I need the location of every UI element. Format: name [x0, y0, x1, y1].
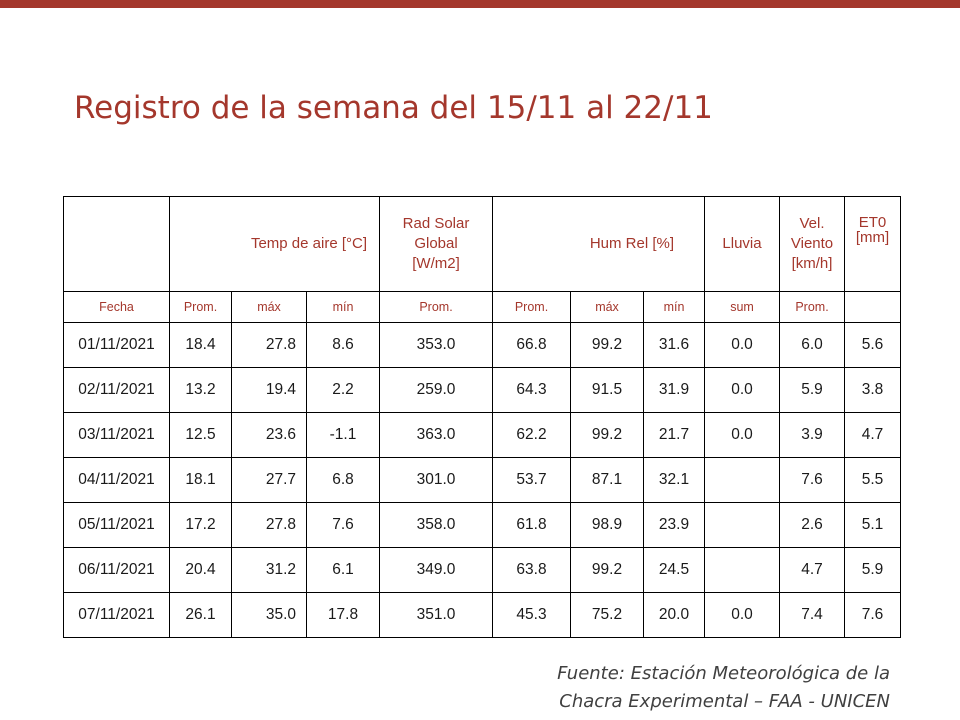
value-cell: 75.2: [571, 593, 644, 638]
value-cell: 35.0: [232, 593, 307, 638]
value-cell: 7.6: [307, 503, 380, 548]
value-cell: 7.6: [845, 593, 901, 638]
value-cell: 17.2: [170, 503, 232, 548]
vel-header-line3: [km/h]: [791, 255, 833, 272]
group-header-row: [64, 197, 901, 292]
value-cell: 3.8: [845, 368, 901, 413]
value-cell: 21.7: [644, 413, 705, 458]
value-cell: 27.7: [232, 458, 307, 503]
rad-header-line1: Rad Solar: [402, 215, 470, 232]
hum-group-header: Hum Rel [%]: [493, 197, 705, 292]
value-cell: 20.4: [170, 548, 232, 593]
value-cell: 31.6: [644, 323, 705, 368]
date-cell: 04/11/2021: [64, 458, 170, 503]
value-cell: 32.1: [644, 458, 705, 503]
value-cell: 18.1: [170, 458, 232, 503]
value-cell: 349.0: [380, 548, 493, 593]
value-cell: 99.2: [571, 413, 644, 458]
value-cell: 62.2: [493, 413, 571, 458]
date-cell: 06/11/2021: [64, 548, 170, 593]
date-cell: 03/11/2021: [64, 413, 170, 458]
sub-header-row: [64, 292, 901, 323]
top-accent-bar: [0, 0, 960, 8]
sub-header-cell: Prom.: [170, 292, 232, 323]
value-cell: 20.0: [644, 593, 705, 638]
table-row: [64, 548, 901, 593]
value-cell: -1.1: [307, 413, 380, 458]
table-row: [64, 413, 901, 458]
value-cell: 4.7: [780, 548, 845, 593]
weather-table: [63, 196, 901, 638]
source-line2: Chacra Experimental – FAA - UNICEN: [559, 691, 890, 712]
sub-header-cell: Prom.: [780, 292, 845, 323]
value-cell: 0.0: [705, 323, 780, 368]
value-cell: 31.2: [232, 548, 307, 593]
table-row: [64, 458, 901, 503]
value-cell: 5.1: [845, 503, 901, 548]
value-cell: 27.8: [232, 323, 307, 368]
value-cell: 24.5: [644, 548, 705, 593]
vel-header-line1: Vel.: [799, 215, 825, 232]
value-cell: 87.1: [571, 458, 644, 503]
value-cell: 27.8: [232, 503, 307, 548]
value-cell: 53.7: [493, 458, 571, 503]
value-cell: 0.0: [705, 593, 780, 638]
sub-header-cell: mín: [644, 292, 705, 323]
value-cell: 18.4: [170, 323, 232, 368]
rad-group-header: [380, 197, 493, 292]
sub-header-cell: [845, 292, 901, 323]
value-cell: 23.6: [232, 413, 307, 458]
value-cell: 23.9: [644, 503, 705, 548]
source-citation: [557, 660, 890, 716]
table-row: [64, 593, 901, 638]
et0-header: [845, 197, 901, 292]
value-cell: 6.8: [307, 458, 380, 503]
value-cell: 19.4: [232, 368, 307, 413]
value-cell: 64.3: [493, 368, 571, 413]
empty-corner-cell: [64, 197, 170, 292]
value-cell: 45.3: [493, 593, 571, 638]
sub-header-cell: máx: [571, 292, 644, 323]
value-cell: 99.2: [571, 323, 644, 368]
value-cell: 351.0: [380, 593, 493, 638]
value-cell: 363.0: [380, 413, 493, 458]
date-cell: 07/11/2021: [64, 593, 170, 638]
table-row: [64, 323, 901, 368]
value-cell: 301.0: [380, 458, 493, 503]
value-cell: 2.2: [307, 368, 380, 413]
page-title: Registro de la semana del 15/11 al 22/11: [74, 90, 713, 126]
value-cell: 2.6: [780, 503, 845, 548]
value-cell: [705, 503, 780, 548]
value-cell: [705, 458, 780, 503]
table-row: [64, 368, 901, 413]
sub-header-cell: Fecha: [64, 292, 170, 323]
value-cell: 0.0: [705, 413, 780, 458]
vel-header-line2: Viento: [790, 235, 834, 252]
value-cell: 5.9: [845, 548, 901, 593]
sub-header-cell: Prom.: [493, 292, 571, 323]
sub-header-cell: sum: [705, 292, 780, 323]
sub-header-cell: Prom.: [380, 292, 493, 323]
value-cell: 358.0: [380, 503, 493, 548]
value-cell: 17.8: [307, 593, 380, 638]
value-cell: 61.8: [493, 503, 571, 548]
value-cell: 31.9: [644, 368, 705, 413]
vel-group-header: [780, 197, 845, 292]
value-cell: 91.5: [571, 368, 644, 413]
value-cell: 63.8: [493, 548, 571, 593]
value-cell: 66.8: [493, 323, 571, 368]
table-row: [64, 503, 901, 548]
value-cell: 6.0: [780, 323, 845, 368]
value-cell: 353.0: [380, 323, 493, 368]
et0-header-line2: [mm]: [855, 229, 890, 246]
rad-header-line2: Global: [414, 235, 458, 252]
value-cell: 5.6: [845, 323, 901, 368]
date-cell: 01/11/2021: [64, 323, 170, 368]
value-cell: 259.0: [380, 368, 493, 413]
value-cell: 99.2: [571, 548, 644, 593]
value-cell: 3.9: [780, 413, 845, 458]
value-cell: 7.4: [780, 593, 845, 638]
value-cell: 6.1: [307, 548, 380, 593]
table-body: [64, 323, 901, 638]
value-cell: 5.9: [780, 368, 845, 413]
value-cell: 5.5: [845, 458, 901, 503]
et0-header-line1: ET0: [858, 214, 887, 231]
value-cell: 98.9: [571, 503, 644, 548]
rad-header-line3: [W/m2]: [412, 255, 460, 272]
value-cell: [705, 548, 780, 593]
lluvia-header: Lluvia: [705, 197, 780, 292]
temp-group-header: Temp de aire [°C]: [170, 197, 380, 292]
value-cell: 26.1: [170, 593, 232, 638]
date-cell: 02/11/2021: [64, 368, 170, 413]
date-cell: 05/11/2021: [64, 503, 170, 548]
value-cell: 4.7: [845, 413, 901, 458]
source-line1: Fuente: Estación Meteorológica de la: [557, 663, 890, 684]
sub-header-cell: mín: [307, 292, 380, 323]
sub-header-cell: máx: [232, 292, 307, 323]
value-cell: 13.2: [170, 368, 232, 413]
value-cell: 8.6: [307, 323, 380, 368]
value-cell: 0.0: [705, 368, 780, 413]
value-cell: 12.5: [170, 413, 232, 458]
value-cell: 7.6: [780, 458, 845, 503]
